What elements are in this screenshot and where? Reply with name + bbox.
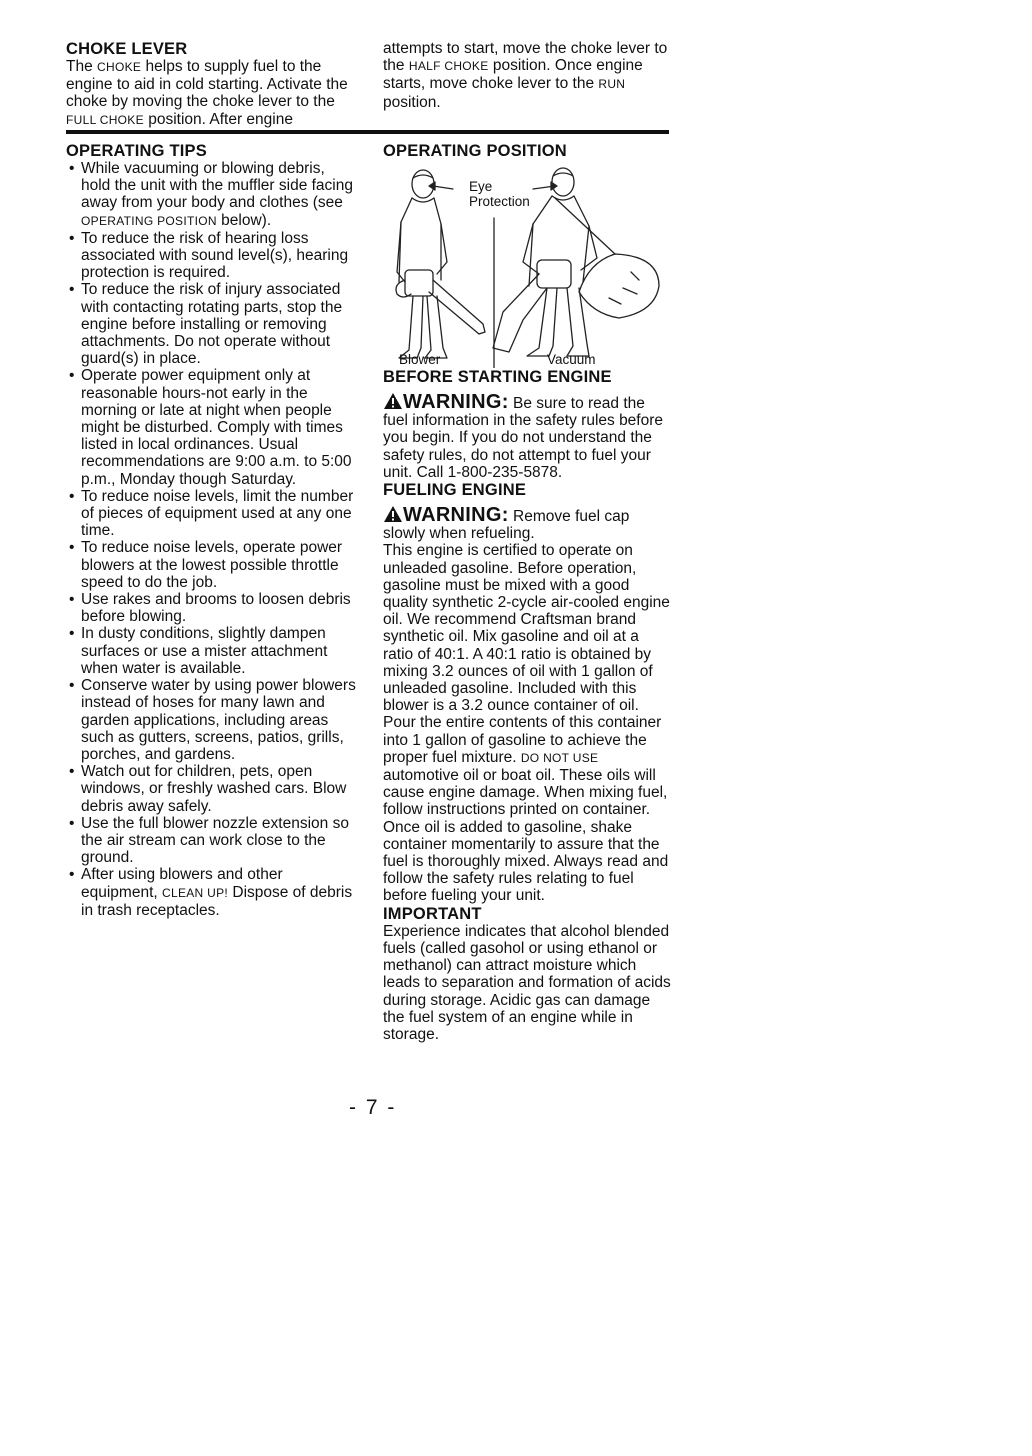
protection-label: Protection (469, 194, 530, 209)
list-item: • In dusty conditions, slightly dampen surfaces or use a mister attachment when water is available. (66, 625, 358, 677)
operating-tips-heading: OPERATING TIPS (66, 142, 207, 160)
list-item: • To reduce the risk of hearing loss associated with sound level(s), hearing protection is required. (66, 230, 358, 282)
warning-icon (383, 392, 403, 410)
choke-heading: CHOKE LEVER (66, 40, 188, 58)
list-item: • Conserve water by using power blowers instead of hoses for many lawn and garden applications, including areas such as gutters, screens, patios, grills, porches, and gardens. (66, 677, 358, 763)
list-item: • Watch out for children, pets, open windows, or freshly washed cars. Blow debris away safely. (66, 763, 358, 815)
before-starting-warning: WARNING: Be sure to read the fuel information in the safety rules before you begin. If you do not understand the safety rules, do not attempt to fuel your unit. Call 1-800-235-5878. (383, 391, 664, 481)
important-paragraph: Experience indicates that alcohol blended fuels (called gasohol or using ethanol or methanol) can attract moisture which leads to separation and formation of acids during storage. Acidic gas can damage the fuel system of an engine while in storage. (383, 922, 671, 1043)
eye-label: Eye (469, 179, 493, 194)
list-item: • Operate power equipment only at reasonable hours-not early in the morning or late at night when people might be disturbed. Comply with times listed in local ordinances. Usual recommendations are 9:00 a.m. to 5:00 p.m., Monday though Saturday. (66, 367, 358, 487)
fueling-paragraph: This engine is certified to operate on unleaded gasoline. Before operation, gasoline must be mixed with a good quality synthetic 2-cycle air-cooled engine oil. We recommend Craftsman brand synthetic oil. Mix gasoline and oil at a ratio of 40:1. A 40:1 ratio is obtained by mixing 3.2 ounces of oil with 1 gallon of unleaded gasoline. Included with this blower is a 3.2 ounce container of oil. Pour the entire contents of this container into 1 gallon of gasoline to achieve the proper fuel mixture. DO NOT USE automotive oil or boat oil. These oils will cause engine damage. When mixing fuel, follow instructions printed on container. Once oil is added to gasoline, shake container momentarily to assure that the fuel is thoroughly mixed. Always read and follow the safety rules relating to fuel before fueling your unit. (383, 542, 670, 905)
operating-position-figure (383, 162, 669, 368)
vacuum-label: Vacuum (547, 352, 596, 367)
operating-position-heading: OPERATING POSITION (383, 142, 567, 160)
fueling-warning: WARNING: Remove fuel cap slowly when refueling. (383, 504, 630, 543)
choke-continued (383, 40, 673, 111)
choke-paragraph-continued: attempts to start, move the choke lever to the HALF CHOKE position. Once engine starts, move choke lever to the RUN position. (383, 40, 668, 111)
warning-icon (383, 505, 403, 523)
choke-paragraph: The CHOKE helps to supply fuel to the engine to aid in cold starting. Activate the choke by moving the choke lever to the FULL CHOKE position. After engine (66, 58, 348, 128)
choke-section (66, 40, 356, 129)
list-item: • While vacuuming or blowing debris, hold the unit with the muffler side facing away from your body and clothes (see OPERATING POSITION below). (66, 160, 358, 230)
important-heading: IMPORTANT (383, 904, 482, 923)
list-item: • Use rakes and brooms to loosen debris before blowing. (66, 591, 358, 625)
list-item: • To reduce noise levels, limit the number of pieces of equipment used at any one time. (66, 488, 358, 540)
blower-label: Blower (399, 352, 441, 367)
list-item: • After using blowers and other equipment, CLEAN UP! Dispose of debris in trash receptacles. (66, 866, 358, 919)
right-column (383, 142, 673, 1043)
section-divider (66, 130, 669, 134)
list-item: • Use the full blower nozzle extension so the air stream can work close to the ground. (66, 815, 358, 867)
list-item: • To reduce the risk of injury associated with contacting rotating parts, stop the engine before installing or removing attachments. Do not operate without guard(s) in place. (66, 281, 358, 367)
fueling-engine-heading: FUELING ENGINE (383, 481, 527, 500)
operating-tips-section (66, 142, 358, 919)
page-number: - 7 - (349, 1096, 397, 1119)
before-starting-heading: BEFORE STARTING ENGINE (383, 368, 612, 386)
list-item: • To reduce noise levels, operate power blowers at the lowest possible throttle speed to do the job. (66, 539, 358, 591)
operating-tips-list (66, 160, 358, 919)
